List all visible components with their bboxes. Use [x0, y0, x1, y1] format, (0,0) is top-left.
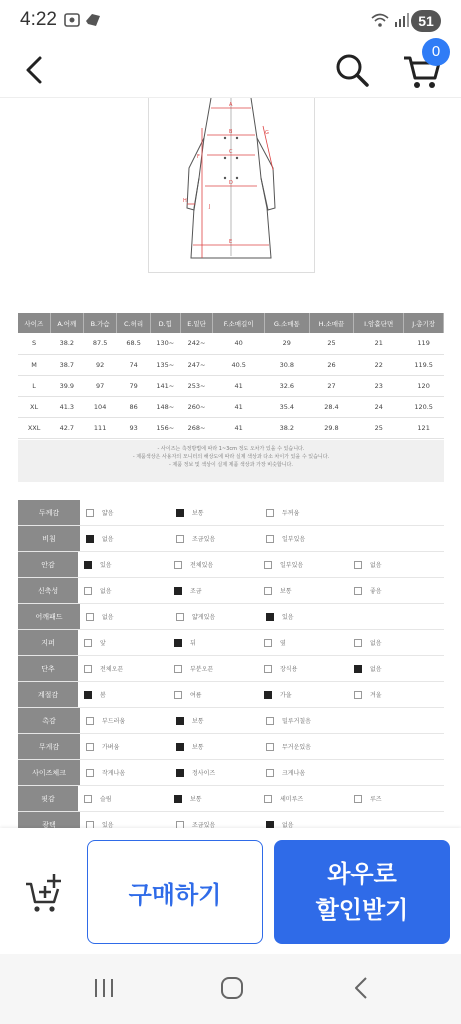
attribute-option — [176, 716, 266, 725]
checkbox-icon — [84, 587, 92, 595]
attribute-option — [266, 820, 356, 828]
col-header: F.소매길이 — [213, 313, 264, 333]
checkbox-icon — [84, 665, 92, 673]
option-label: 세미루즈 — [280, 796, 304, 803]
checkbox-icon — [84, 795, 92, 803]
screenshot-icon — [64, 12, 80, 28]
option-label: 옆 — [280, 640, 286, 647]
option-label: 전체있음 — [190, 562, 214, 569]
option-label: 좋음 — [370, 588, 382, 595]
svg-text:H: H — [183, 198, 187, 204]
svg-text:G: G — [265, 130, 269, 136]
attribute-option — [174, 638, 264, 647]
checkbox-icon — [266, 821, 274, 829]
attribute-option — [86, 716, 176, 725]
table-cell: 79 — [117, 375, 151, 396]
option-label: 부분오픈 — [190, 666, 214, 673]
attribute-row — [18, 604, 444, 630]
table-cell: XXL — [18, 417, 50, 438]
attribute-option — [176, 534, 266, 543]
option-label: 겨울 — [370, 692, 382, 699]
col-header: I.암홀단면 — [354, 313, 404, 333]
checkbox-icon — [86, 743, 94, 751]
col-header: B.가슴 — [83, 313, 116, 333]
checkbox-icon — [86, 509, 94, 517]
option-label: 두꺼움 — [282, 510, 300, 517]
attribute-row — [18, 812, 444, 828]
checkbox-icon — [264, 639, 272, 647]
checkbox-icon — [266, 509, 274, 517]
attribute-label: 무게감 — [18, 734, 80, 759]
checkbox-icon — [174, 587, 182, 595]
table-cell: 141~ — [150, 375, 180, 396]
attribute-label: 신축성 — [18, 578, 78, 603]
table-cell: 111 — [83, 417, 116, 438]
attribute-label: 지퍼 — [18, 630, 78, 655]
table-cell: 41 — [213, 417, 264, 438]
attribute-label: 촉감 — [18, 708, 80, 733]
attribute-option — [354, 690, 444, 699]
table-row — [18, 417, 444, 438]
checkbox-icon — [174, 691, 182, 699]
attribute-option — [86, 534, 176, 543]
attribute-option — [174, 664, 264, 673]
col-header: 사이즈 — [18, 313, 50, 333]
size-diagram-image — [148, 98, 315, 273]
table-cell: 156~ — [150, 417, 180, 438]
attribute-option — [264, 690, 354, 699]
add-to-cart-icon[interactable] — [22, 872, 66, 916]
option-label: 앞 — [100, 640, 106, 647]
attribute-row — [18, 760, 444, 786]
attribute-option — [174, 690, 264, 699]
table-row — [18, 396, 444, 417]
attribute-option — [86, 508, 176, 517]
table-cell: 21 — [354, 333, 404, 354]
table-cell: 38.2 — [264, 417, 309, 438]
attribute-options — [80, 768, 444, 777]
table-cell: 247~ — [180, 354, 213, 375]
attribute-option — [86, 612, 176, 621]
table-row — [18, 375, 444, 396]
option-label: 있음 — [100, 562, 112, 569]
attribute-option — [176, 768, 266, 777]
attribute-option — [84, 560, 174, 569]
purchase-bar — [0, 828, 461, 954]
table-cell: 268~ — [180, 417, 213, 438]
option-label: 가벼움 — [102, 744, 120, 751]
col-header: D.힙 — [150, 313, 180, 333]
table-cell: 148~ — [150, 396, 180, 417]
option-label: 없음 — [100, 588, 112, 595]
system-nav-bar — [0, 954, 461, 1024]
option-label: 조금있음 — [192, 536, 216, 543]
option-label: 보통 — [280, 588, 292, 595]
attribute-option — [176, 612, 266, 621]
table-cell: 32.6 — [264, 375, 309, 396]
checkbox-icon — [176, 743, 184, 751]
checkbox-icon — [354, 665, 362, 673]
checkbox-icon — [354, 639, 362, 647]
attribute-option — [266, 768, 356, 777]
table-cell: 135~ — [150, 354, 180, 375]
attribute-options — [80, 612, 444, 621]
search-icon[interactable] — [332, 50, 372, 90]
size-table-header — [18, 313, 444, 333]
attribute-label: 사이즈체크 — [18, 760, 80, 785]
checkbox-icon — [266, 769, 274, 777]
wow-label-line2: 할인받기 — [315, 896, 409, 924]
svg-text:C: C — [229, 149, 233, 155]
table-cell: 38.7 — [50, 354, 83, 375]
attribute-row — [18, 682, 444, 708]
attribute-option — [354, 638, 444, 647]
table-cell: 120 — [404, 375, 444, 396]
chat-icon — [84, 12, 102, 28]
attribute-option — [174, 586, 264, 595]
table-cell: 29 — [264, 333, 309, 354]
option-label: 부드러움 — [102, 718, 126, 725]
svg-text:E: E — [229, 239, 233, 245]
battery-level: 51 — [411, 10, 441, 32]
attribute-options — [78, 794, 444, 803]
col-header: A.어깨 — [50, 313, 83, 333]
checkbox-icon — [266, 613, 274, 621]
attribute-label: 두께감 — [18, 500, 80, 525]
checkbox-icon — [176, 717, 184, 725]
table-cell: 68.5 — [117, 333, 151, 354]
table-cell: 22 — [354, 354, 404, 375]
attribute-options — [78, 664, 444, 673]
checkbox-icon — [174, 795, 182, 803]
checkbox-icon — [266, 743, 274, 751]
option-label: 얇음 — [102, 510, 114, 517]
option-label: 얇게있음 — [192, 614, 216, 621]
attribute-option — [266, 508, 356, 517]
table-cell: 42.7 — [50, 417, 83, 438]
option-label: 루즈 — [370, 796, 382, 803]
option-label: 정사이즈 — [192, 770, 216, 777]
attribute-option — [264, 560, 354, 569]
option-label: 전체오픈 — [100, 666, 124, 673]
table-row — [18, 333, 444, 354]
attribute-label: 핏감 — [18, 786, 78, 811]
table-cell: 29.8 — [309, 417, 353, 438]
table-cell: 41.3 — [50, 396, 83, 417]
option-label: 무거운있음 — [282, 744, 311, 751]
table-cell: 119 — [404, 333, 444, 354]
col-header: E.밑단 — [180, 313, 213, 333]
attribute-label: 안감 — [18, 552, 78, 577]
size-table — [18, 313, 444, 439]
attribute-label: 계절감 — [18, 682, 78, 707]
attribute-option — [84, 586, 174, 595]
option-label: 없음 — [102, 614, 114, 621]
option-label: 없음 — [370, 562, 382, 569]
checkbox-icon — [266, 717, 274, 725]
attribute-option — [354, 664, 444, 673]
table-cell: 121 — [404, 417, 444, 438]
attribute-option — [354, 794, 444, 803]
checkbox-icon — [264, 795, 272, 803]
checkbox-icon — [266, 535, 274, 543]
col-header: C.허리 — [117, 313, 151, 333]
option-label: 보통 — [192, 718, 204, 725]
checkbox-icon — [264, 587, 272, 595]
table-cell: 242~ — [180, 333, 213, 354]
cart-count-badge: 0 — [422, 38, 450, 66]
option-label: 없음 — [282, 822, 294, 828]
notice-line: - 제품색상은 사용자의 모니터의 해상도에 따라 실제 색상과 다소 차이가 있을 수 있습니다. — [132, 454, 330, 460]
attribute-option — [174, 560, 264, 569]
attribute-row — [18, 734, 444, 760]
checkbox-icon — [86, 535, 94, 543]
checkbox-icon — [84, 639, 92, 647]
svg-text:D: D — [229, 180, 233, 186]
table-cell: 35.4 — [264, 396, 309, 417]
attribute-option — [174, 794, 264, 803]
option-label: 보통 — [192, 510, 204, 517]
table-cell: S — [18, 333, 50, 354]
col-header: J.총기장 — [404, 313, 444, 333]
checkbox-icon — [174, 561, 182, 569]
attribute-row — [18, 786, 444, 812]
checkbox-icon — [176, 821, 184, 829]
checkbox-icon — [264, 561, 272, 569]
attribute-option — [86, 742, 176, 751]
checkbox-icon — [86, 769, 94, 777]
attribute-options — [80, 508, 444, 517]
attribute-row — [18, 526, 444, 552]
option-label: 봄 — [100, 692, 106, 699]
attribute-option — [354, 586, 444, 595]
option-label: 밀루거칠음 — [282, 718, 311, 725]
status-bar — [0, 0, 461, 42]
attribute-options — [78, 690, 444, 699]
table-cell: 260~ — [180, 396, 213, 417]
checkbox-icon — [174, 665, 182, 673]
checkbox-icon — [86, 613, 94, 621]
checkbox-icon — [354, 561, 362, 569]
wow-discount-button[interactable] — [274, 840, 450, 944]
attribute-option — [266, 534, 356, 543]
attribute-option — [264, 586, 354, 595]
attribute-option — [176, 820, 266, 828]
signal-icon — [393, 12, 409, 28]
product-detail-content[interactable] — [0, 98, 461, 828]
checkbox-icon — [264, 665, 272, 673]
notice-line: - 사이즈는 측정방법에 따라 1~3cm 정도 오차가 있을 수 있습니다. — [157, 446, 305, 452]
attribute-option — [84, 794, 174, 803]
attribute-options — [80, 716, 444, 725]
attribute-options — [80, 534, 444, 543]
attribute-label: 단추 — [18, 656, 78, 681]
col-header: G.소매통 — [264, 313, 309, 333]
checkbox-icon — [86, 717, 94, 725]
wow-label-line1: 와우로 — [327, 860, 397, 888]
checkbox-icon — [176, 613, 184, 621]
table-cell: XL — [18, 396, 50, 417]
option-label: 장식용 — [280, 666, 298, 673]
table-cell: 93 — [117, 417, 151, 438]
size-notice — [18, 440, 444, 482]
attribute-option — [86, 768, 176, 777]
table-cell: 40.5 — [213, 354, 264, 375]
checkbox-icon — [176, 509, 184, 517]
table-row — [18, 354, 444, 375]
table-cell: 87.5 — [83, 333, 116, 354]
attribute-option — [354, 560, 444, 569]
table-cell: L — [18, 375, 50, 396]
option-label: 없음 — [370, 640, 382, 647]
attribute-option — [176, 742, 266, 751]
option-label: 조금있음 — [192, 822, 216, 828]
checkbox-icon — [354, 691, 362, 699]
attribute-option — [264, 794, 354, 803]
option-label: 보통 — [190, 796, 202, 803]
app-header — [0, 42, 461, 98]
attribute-row — [18, 630, 444, 656]
table-cell: 104 — [83, 396, 116, 417]
checkbox-icon — [176, 535, 184, 543]
home-icon[interactable] — [218, 974, 246, 1002]
table-cell: 38.2 — [50, 333, 83, 354]
back-arrow-icon[interactable] — [20, 52, 50, 88]
option-label: 있음 — [282, 614, 294, 621]
nav-back-icon[interactable] — [348, 974, 376, 1002]
option-label: 없음 — [370, 666, 382, 673]
checkbox-icon — [84, 691, 92, 699]
checkbox-icon — [354, 795, 362, 803]
wifi-icon — [370, 12, 390, 28]
checkbox-icon — [264, 691, 272, 699]
attribute-row — [18, 656, 444, 682]
attribute-option — [266, 742, 356, 751]
checkbox-icon — [86, 821, 94, 829]
option-label: 작게나옴 — [102, 770, 126, 777]
table-cell: 92 — [83, 354, 116, 375]
attribute-option — [84, 664, 174, 673]
option-label: 보통 — [192, 744, 204, 751]
checkbox-icon — [176, 769, 184, 777]
table-cell: 253~ — [180, 375, 213, 396]
attribute-options — [78, 638, 444, 647]
attribute-option — [84, 638, 174, 647]
table-cell: 27 — [309, 375, 353, 396]
table-cell: 25 — [309, 333, 353, 354]
svg-text:A: A — [229, 102, 233, 108]
attribute-label: 어깨패드 — [18, 604, 80, 629]
table-cell: 30.8 — [264, 354, 309, 375]
table-cell: M — [18, 354, 50, 375]
table-cell: 23 — [354, 375, 404, 396]
attribute-option — [266, 716, 356, 725]
table-cell: 25 — [354, 417, 404, 438]
attribute-row — [18, 708, 444, 734]
option-label: 없음 — [102, 536, 114, 543]
attribute-row — [18, 500, 444, 526]
table-cell: 24 — [354, 396, 404, 417]
attribute-row — [18, 552, 444, 578]
attribute-options — [78, 560, 444, 569]
option-label: 크게나옴 — [282, 770, 306, 777]
checkbox-icon — [354, 587, 362, 595]
buy-now-button[interactable]: 구매하기 — [87, 840, 263, 944]
table-cell: 119.5 — [404, 354, 444, 375]
table-cell: 26 — [309, 354, 353, 375]
attribute-option — [266, 612, 356, 621]
checkbox-icon — [174, 639, 182, 647]
attribute-row — [18, 578, 444, 604]
attribute-label: 비침 — [18, 526, 80, 551]
option-label: 슬림 — [100, 796, 112, 803]
attribute-options — [80, 742, 444, 751]
attribute-option — [176, 508, 266, 517]
option-label: 여름 — [190, 692, 202, 699]
option-label: 조금 — [190, 588, 202, 595]
attribute-label: 광택 — [18, 812, 80, 828]
attribute-option — [84, 690, 174, 699]
svg-text:B: B — [229, 129, 233, 135]
attribute-option — [264, 664, 354, 673]
attribute-options — [80, 820, 444, 828]
option-label: 있음 — [102, 822, 114, 828]
table-cell: 120.5 — [404, 396, 444, 417]
table-cell: 74 — [117, 354, 151, 375]
product-attribute-table — [18, 500, 444, 828]
table-cell: 39.9 — [50, 375, 83, 396]
option-label: 뒤 — [190, 640, 196, 647]
svg-text:F: F — [197, 154, 200, 160]
table-cell: 40 — [213, 333, 264, 354]
option-label: 일부있음 — [280, 562, 304, 569]
svg-text:J: J — [209, 204, 211, 210]
table-cell: 41 — [213, 396, 264, 417]
coat-diagram-icon — [149, 98, 316, 273]
option-label: 일부있음 — [282, 536, 306, 543]
notice-line: - 제품 정보 및 색상이 실제 제품 색상과 가장 비슷합니다. — [169, 462, 293, 468]
checkbox-icon — [84, 561, 92, 569]
status-time: 4:22 — [20, 9, 57, 30]
table-cell: 28.4 — [309, 396, 353, 417]
option-label: 가을 — [280, 692, 292, 699]
table-cell: 130~ — [150, 333, 180, 354]
attribute-option — [86, 820, 176, 828]
attribute-options — [78, 586, 444, 595]
recent-apps-icon[interactable] — [90, 974, 118, 1002]
table-cell: 97 — [83, 375, 116, 396]
col-header: H.소매끝 — [309, 313, 353, 333]
attribute-option — [264, 638, 354, 647]
table-cell: 86 — [117, 396, 151, 417]
table-cell: 41 — [213, 375, 264, 396]
